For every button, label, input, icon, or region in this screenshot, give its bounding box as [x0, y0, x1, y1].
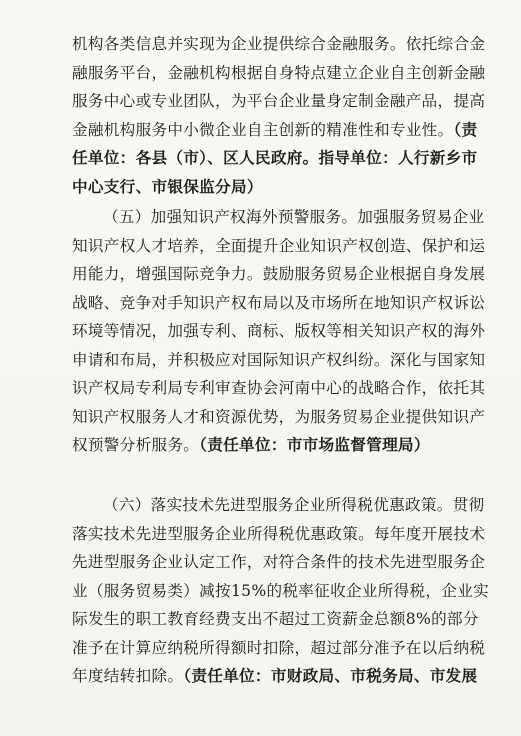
text-segment: 业（服务贸易类）减按15%的税率征收企业所得税，企业实 — [72, 581, 490, 600]
text-segment: 用能力，增强国际竞争力。鼓励服务贸易企业根据自身发展 — [72, 265, 486, 283]
text-line — [72, 520, 486, 549]
text-segment: 识产权局专利局专利审查协会河南中心的战略合作，依托其 — [72, 379, 486, 397]
responsibility-text: （责任单位：市市场监督管理局） — [199, 435, 430, 454]
paragraph-ip-early-warning — [72, 203, 486, 460]
text-line — [72, 577, 490, 606]
responsibility-text: （责任单位：市财政局、市税务局、市发展 — [183, 666, 478, 685]
text-segment: 际发生的职工教育经费支出不超过工资薪金总额8%的部分 — [72, 610, 479, 628]
text-line — [72, 605, 479, 634]
text-line — [72, 346, 486, 375]
text-segment: 先进型服务企业认定工作，对符合条件的技术先进型服务企 — [72, 553, 486, 571]
section-heading-line — [72, 491, 485, 520]
paragraph-financial-services — [72, 30, 486, 201]
responsibility-text: 中心支行、市银保监分局） — [72, 176, 263, 196]
text-segment: 机构各类信息并实现为企业提供综合金融服务。依托综合金 — [72, 35, 486, 53]
responsibility-text: （责 — [453, 119, 478, 139]
text-line — [72, 232, 486, 261]
responsibility-line — [72, 144, 478, 173]
text-line — [72, 289, 486, 318]
text-segment: （六）落实技术先进型服务企业所得税优惠政策。贯彻 — [103, 496, 485, 514]
text-segment: 年度结转扣除。 — [72, 667, 184, 685]
section-heading-line — [72, 203, 485, 232]
text-line — [72, 662, 478, 691]
text-line — [72, 30, 486, 59]
text-segment: 金融机构服务中小微企业自主创新的精准性和专业性。 — [72, 120, 454, 139]
text-segment: （五）加强知识产权海外预警服务。加强服务贸易企业 — [103, 208, 485, 226]
text-segment: 申请和布局，并积极应对国际知识产权纠纷。深化与国家知 — [72, 350, 486, 369]
text-segment: 知识产权人才培养，全面提升企业知识产权创造、保护和运 — [72, 236, 486, 255]
text-line — [72, 431, 464, 460]
text-segment: 落实技术先进型服务企业所得税优惠政策。每年度开展技术 — [72, 524, 486, 543]
text-segment: 准予在计算应纳税所得额时扣除，超过部分准予在以后纳税 — [72, 638, 486, 657]
text-segment: 战略、竞争对手知识产权布局以及市场所在地知识产权诉讼 — [72, 293, 486, 312]
responsibility-text: 任单位：各县（市）、区人民政府。指导单位：人行新乡市 — [72, 148, 478, 167]
responsibility-line — [72, 173, 464, 202]
text-segment: 融服务平台，金融机构根据自身特点建立企业自主创新金融 — [72, 63, 486, 82]
text-line — [72, 59, 486, 88]
text-segment: 环境等情况，加强专利、商标、版权等相关知识产权的海外 — [72, 322, 486, 340]
text-line — [72, 634, 486, 663]
text-line — [72, 403, 486, 432]
text-line — [72, 374, 486, 403]
text-line — [72, 116, 478, 145]
text-segment: 服务中心或专业团队，为平台企业量身定制金融产品，提高 — [72, 92, 486, 110]
text-segment: 权预警分析服务。 — [72, 436, 200, 454]
text-segment: 知识产权服务人才和资源优势，为服务贸易企业提供知识产 — [72, 407, 486, 426]
paragraph-tax-incentive — [72, 491, 490, 691]
text-line — [72, 260, 486, 289]
text-line — [72, 87, 486, 116]
text-line — [72, 548, 486, 577]
text-line — [72, 317, 486, 346]
